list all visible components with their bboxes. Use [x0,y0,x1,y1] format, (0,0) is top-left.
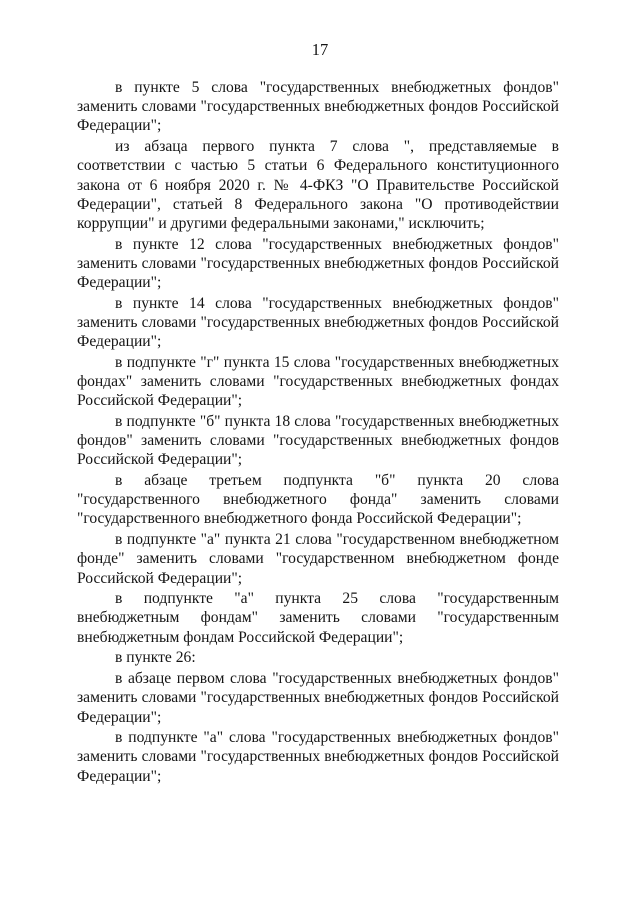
paragraph-4: в пункте 14 слова "государственных внебюджетных фондов" заменить словами "государственных внебюджетных фондов Российской Федерации"; [77,294,559,351]
paragraph-10: в пункте 26: [115,649,196,667]
paragraph-3: в пункте 12 слова "государственных внебюджетных фондов" заменить словами "государственных внебюджетных фондов Российской Федерации"; [77,235,559,292]
document-body [77,78,559,786]
paragraph-7: в абзаце третьем подпункта "б" пункта 20 слова "государственного внебюджетного фонда" заменить словами "государственного внебюджетного фонда Российской Федерации"; [77,472,559,528]
paragraph-1: в пункте 5 слова "государственных внебюджетных фондов" заменить словами "государственных внебюджетных фондов Российской Федерации"; [77,79,559,135]
paragraph-11: в абзаце первом слова "государственных внебюджетных фондов" заменить словами "государственных внебюджетных фондов Российской Федерации"; [77,670,559,726]
paragraph-5: в подпункте "г" пункта 15 слова "государственных внебюджетных фондах" заменить словами "государственных внебюджетных фондах Российской Федерации"; [77,353,559,410]
paragraph-2: из абзаца первого пункта 7 слова ", представляемые в соответствии с частью 5 статьи 6 Федерального конституционного закона от 6 ноября 2020 г. № 4-ФКЗ "О Правительстве Российской Федерации", статьей 8 Федерального закона "О противодействии коррупции" и другими федеральными законами," исключить; [77,138,559,232]
paragraph-12: в подпункте "а" слова "государственных внебюджетных фондов" заменить словами "государственных внебюджетных фондов Российской Федерации"; [77,729,559,785]
paragraph-9: в подпункте "а" пункта 25 слова "государственным внебюджетным фондам" заменить словами "государственным внебюджетным фондам Российской Федерации"; [77,590,559,646]
paragraph-8: в подпункте "а" пункта 21 слова "государственном внебюджетном фонде" заменить словами "государственном внебюджетном фонде Российской Федерации"; [77,531,559,587]
page-number: 17 [311,40,329,59]
paragraph-6: в подпункте "б" пункта 18 слова "государственных внебюджетных фондов" заменить словами "государственных внебюджетных фондов Российской Федерации"; [77,412,559,469]
